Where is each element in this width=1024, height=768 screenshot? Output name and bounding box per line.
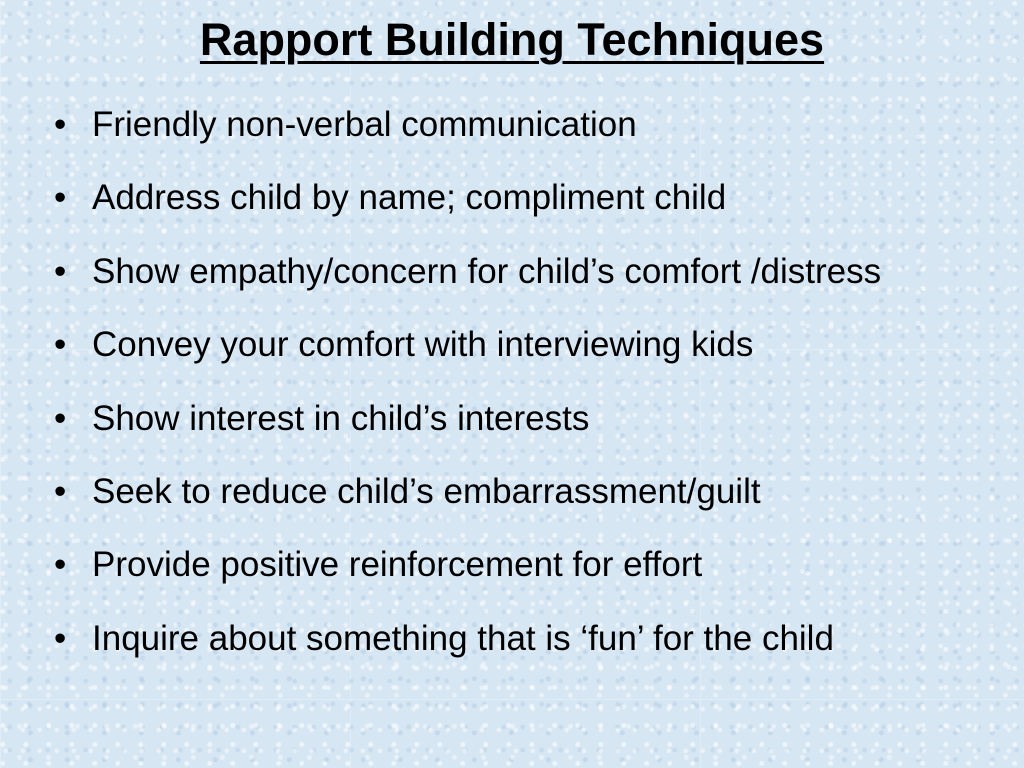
bullet-item bbox=[54, 174, 1014, 247]
bullet-point-icon: • bbox=[54, 251, 67, 291]
bullet-text: Provide positive reinforcement for effort bbox=[92, 545, 703, 585]
bullet-point-icon: • bbox=[54, 105, 67, 144]
bullet-point-icon: • bbox=[54, 618, 67, 658]
bullet-item bbox=[54, 101, 1014, 174]
bullet-point-icon: • bbox=[54, 398, 67, 438]
bullet-item bbox=[54, 468, 1014, 541]
bullet-text: Convey your comfort with interviewing kids bbox=[92, 325, 754, 365]
bullet-text: Address child by name; compliment child bbox=[92, 178, 727, 218]
bullet-point-icon: • bbox=[54, 471, 67, 511]
bullet-text: Show empathy/concern for child’s comfort /distress bbox=[92, 251, 882, 291]
bullet-item bbox=[54, 615, 1014, 688]
bullet-item bbox=[54, 541, 1014, 614]
bullet-point-icon: • bbox=[54, 178, 67, 218]
bullet-item bbox=[54, 395, 1014, 468]
bullet-text: Show interest in child’s interests bbox=[92, 398, 590, 438]
bullet-text: Inquire about something that is ‘fun’ for the child bbox=[92, 618, 834, 658]
bullet-text: Seek to reduce child’s embarrassment/guilt bbox=[92, 471, 761, 511]
bullet-item bbox=[54, 248, 1014, 321]
slide-title: Rapport Building Techniques bbox=[199, 14, 825, 65]
bullet-point-icon: • bbox=[54, 325, 67, 365]
bullet-text: Friendly non-verbal communication bbox=[92, 105, 637, 144]
bullet-list bbox=[54, 101, 1014, 688]
bullet-point-icon: • bbox=[54, 545, 67, 585]
bullet-item bbox=[54, 321, 1014, 394]
